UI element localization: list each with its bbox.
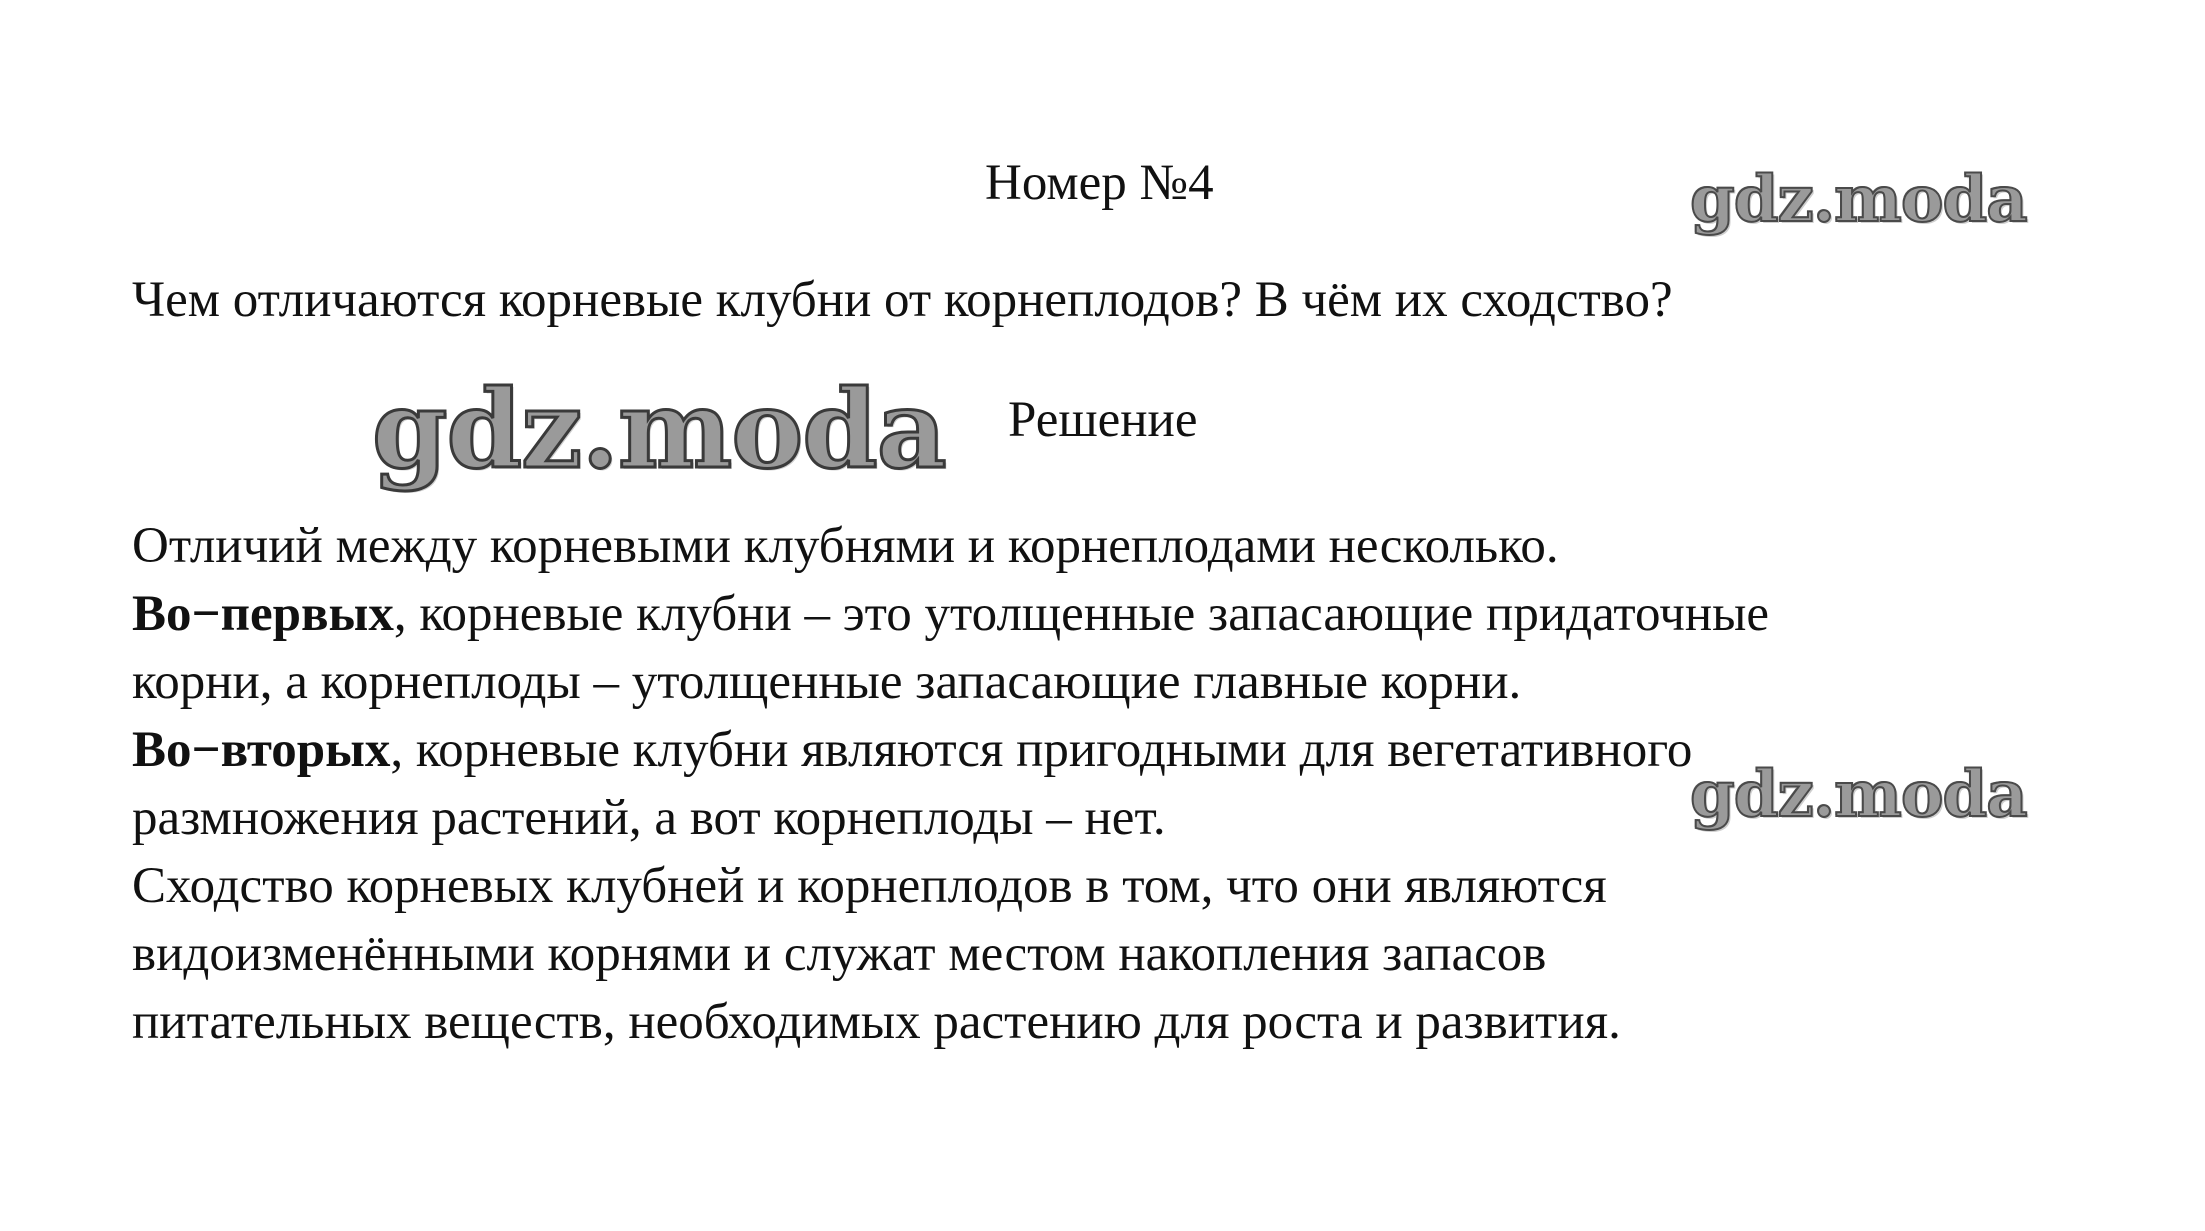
answer-line-2 [132,580,1769,648]
answer-line-6: Сходство корневых клубней и корнеплодов в том, что они являются [132,858,1607,914]
question-text: Чем отличаются корневые клубни от корнеплодов? В чём их сходство? [132,272,1673,328]
page-title: Номер №4 [985,155,1214,211]
solution-heading: Решение [1008,392,1198,448]
answer-body [132,512,1769,1056]
answer-line-5: размножения растений, а вот корнеплоды – нет. [132,790,1166,846]
second-point-text: , корневые клубни являются пригодными для вегетативного [390,722,1693,778]
watermark-logo-top: gdz.moda [1690,162,2027,237]
answer-line-7: видоизменёнными корнями и служат местом накопления запасов [132,926,1547,982]
answer-line-3: корни, а корнеплоды – утолщенные запасающие главные корни. [132,654,1522,710]
answer-line-1: Отличий между корневыми клубнями и корнеплодами несколько. [132,518,1559,574]
answer-line-4 [132,716,1769,784]
first-point-text: , корневые клубни – это утолщенные запасающие придаточные [393,586,1770,642]
first-point-label: Во−первых [132,586,394,642]
second-point-label: Во−вторых [132,722,391,778]
watermark-logo-middle: gdz.moda [372,367,946,493]
watermark-logo-bottom: gdz.moda [1690,757,2027,832]
answer-line-8: питательных веществ, необходимых растению для роста и развития. [132,994,1621,1050]
